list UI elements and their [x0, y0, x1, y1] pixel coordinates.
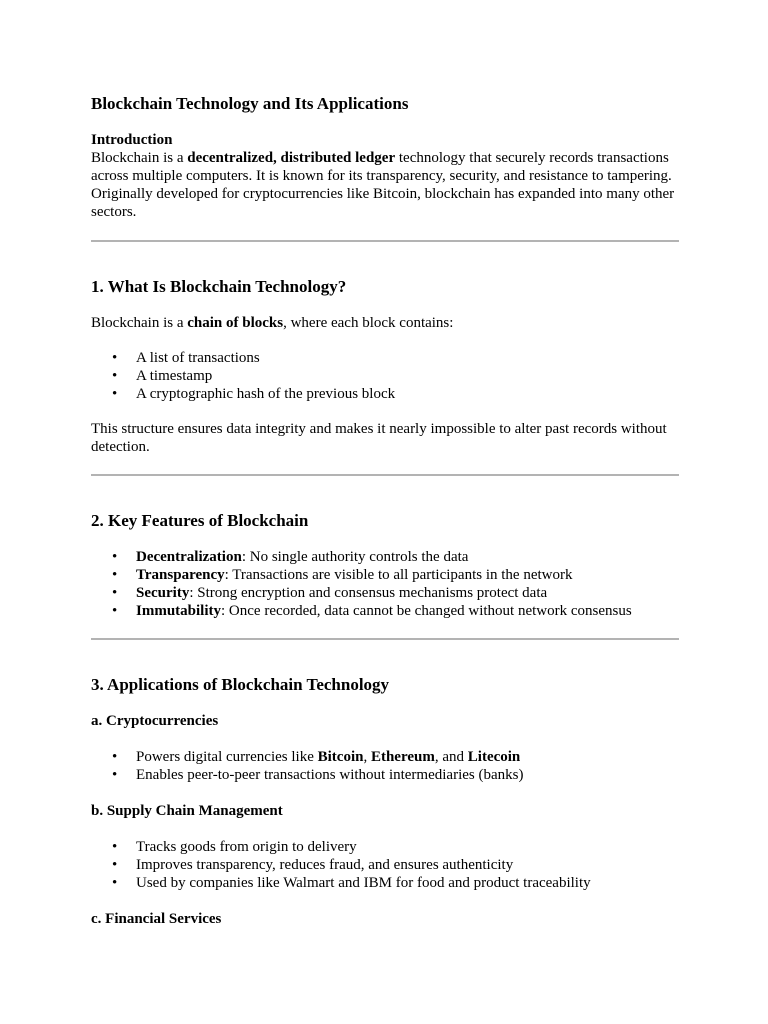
list-item: • Enables peer-to-peer transactions without intermediaries (banks) [136, 766, 679, 784]
list-item: • Improves transparency, reduces fraud, and ensures authenticity [136, 856, 679, 874]
subsection-c-heading: c. Financial Services [91, 911, 222, 927]
section-1-bold: chain of blocks [187, 315, 284, 331]
section-2-heading: 2. Key Features of Blockchain [91, 511, 309, 530]
item-bold: Bitcoin [317, 749, 364, 765]
item-bold: Ethereum [370, 749, 435, 765]
intro-text-2: technology that securely records transactions across multiple computers. It is known for its transparency, security, and resistance to tampering. Originally developed for cryptocurrencies like Bitcoin, blockchain has expanded into many other sectors. [91, 150, 675, 220]
section-1-list [91, 349, 679, 403]
divider [91, 240, 679, 242]
item-text: , [363, 749, 371, 765]
intro-text-1: Blockchain is a [91, 150, 188, 166]
feature-desc: : No single authority controls the data [241, 549, 469, 565]
intro-heading: Introduction [91, 132, 173, 148]
list-item [136, 548, 679, 566]
feature-term: Transparency [136, 567, 225, 583]
feature-desc: : Strong encryption and consensus mechanisms protect data [189, 585, 548, 601]
list-item [136, 584, 679, 602]
section-3-heading: 3. Applications of Blockchain Technology [91, 675, 390, 694]
document-title: Blockchain Technology and Its Applications [91, 94, 409, 113]
feature-term: Security [136, 585, 190, 601]
list-item: • Tracks goods from origin to delivery [136, 838, 679, 856]
list-item [136, 566, 679, 584]
section-1-intro [91, 314, 679, 332]
subsection-b-list [91, 838, 679, 892]
section-1-text-1: Blockchain is a [91, 315, 188, 331]
list-item [136, 602, 679, 620]
list-item: • Used by companies like Walmart and IBM for food and product traceability [136, 874, 679, 892]
subsection-a-heading: a. Cryptocurrencies [91, 713, 219, 729]
feature-desc: : Once recorded, data cannot be changed without network consensus [221, 603, 632, 619]
document-content [91, 94, 679, 928]
divider [91, 638, 679, 640]
item-bold: Litecoin [467, 749, 521, 765]
feature-desc: : Transactions are visible to all participants in the network [224, 567, 573, 583]
section-1-text-2: , where each block contains: [283, 315, 454, 331]
list-item: • A list of transactions [136, 349, 679, 367]
list-item: • A timestamp [136, 367, 679, 385]
subsection-b-heading: b. Supply Chain Management [91, 803, 283, 819]
intro-bold: decentralized, distributed ledger [187, 150, 396, 166]
feature-term: Immutability [136, 603, 222, 619]
list-item [136, 748, 679, 766]
divider [91, 474, 679, 476]
intro-paragraph [91, 149, 679, 221]
section-1-heading: 1. What Is Blockchain Technology? [91, 277, 347, 296]
section-1-closing: This structure ensures data integrity and makes it nearly impossible to alter past records without detection. [91, 421, 667, 455]
item-text: Powers digital currencies like [136, 749, 318, 765]
feature-term: Decentralization [136, 549, 242, 565]
subsection-a-list [91, 748, 679, 784]
section-2-list [91, 548, 679, 620]
item-text: , and [434, 749, 468, 765]
list-item: • A cryptographic hash of the previous block [136, 385, 679, 403]
